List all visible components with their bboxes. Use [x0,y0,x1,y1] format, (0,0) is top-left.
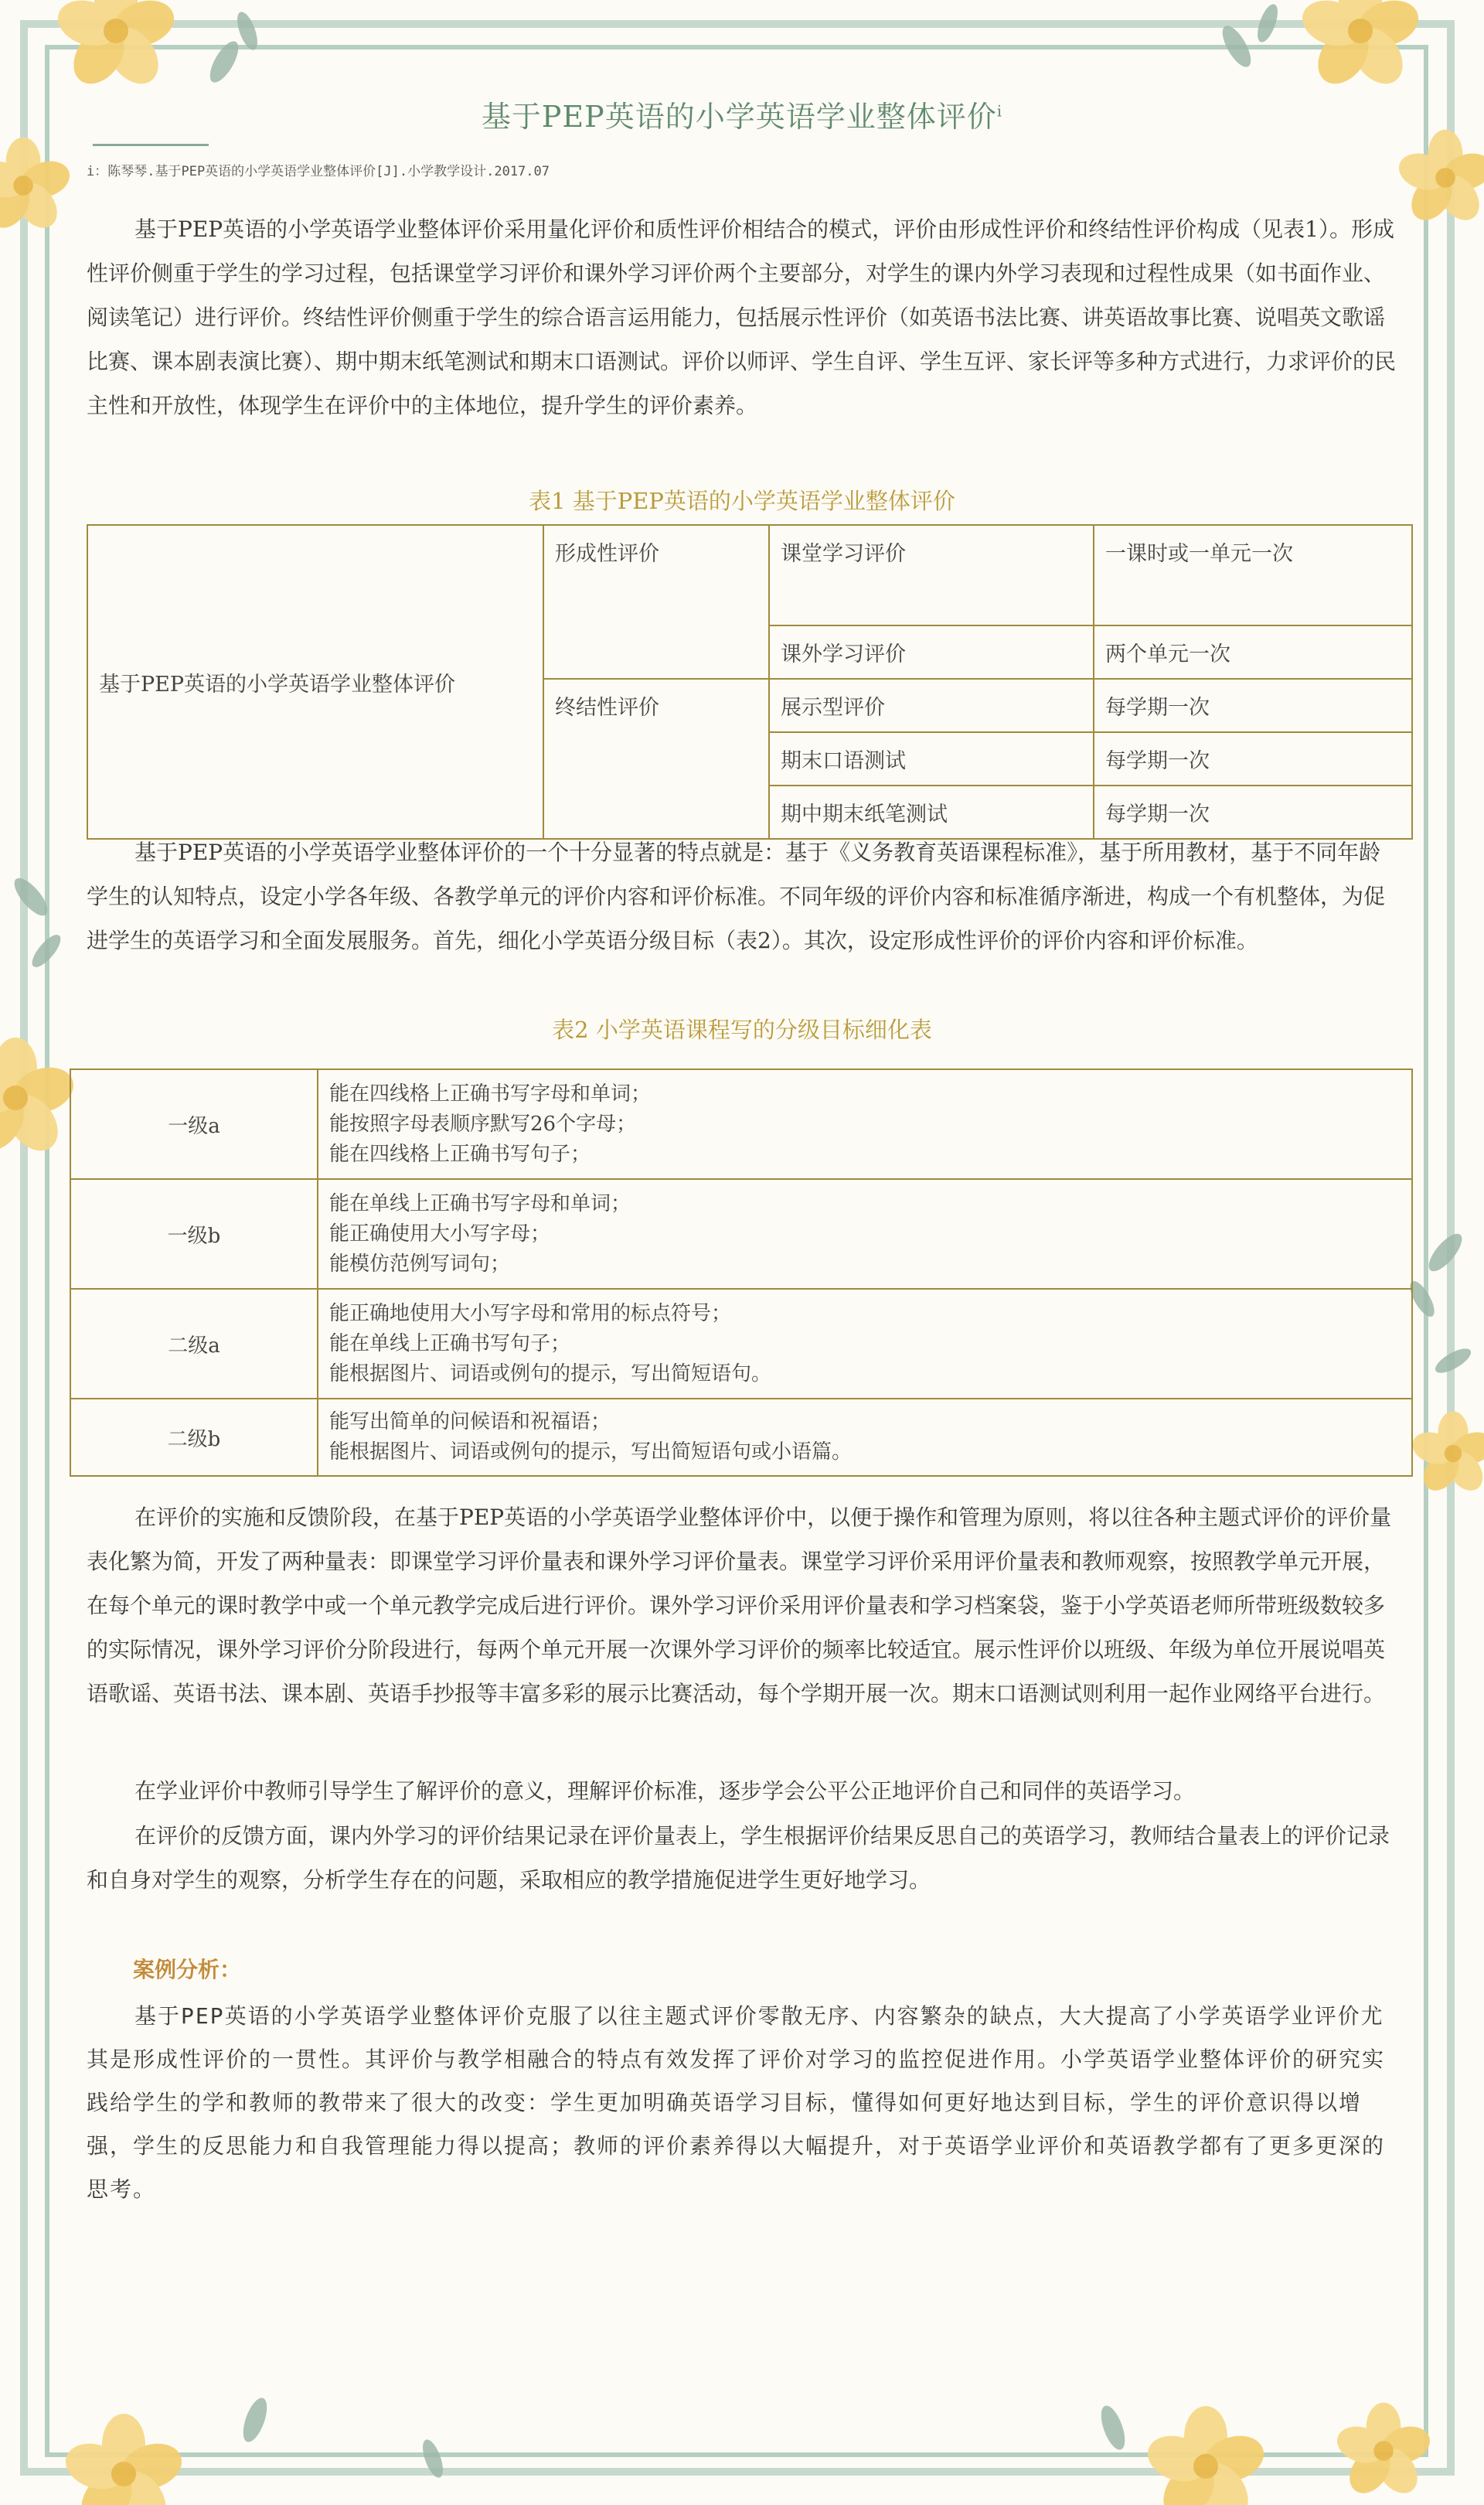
table2-description [318,1069,1412,1179]
case-analysis-heading: 案例分析： [133,1957,242,1982]
title-divider [93,144,209,146]
table1-item: 展示型评价 [769,679,1094,732]
paragraph-feedback: 在评价的反馈方面，课内外学习的评价结果记录在评价量表上，学生根据评价结果反思自己的英语学习，教师结合量表上的评价记录和自身对学生的观察，分析学生存在的问题，采取相应的教学措施促进学生更好地学习。 [87,1823,1390,1893]
table2-level: 一级a [70,1069,318,1179]
table1-frequency: 每学期一次 [1094,786,1412,839]
paragraph-intro: 基于PEP英语的小学英语学业整体评价采用量化评价和质性评价相结合的模式，评价由形成性评价和终结性评价构成（见表1）。形成性评价侧重于学生的学习过程，包括课堂学习评价和课外学习评价两个主要部分，对学生的课内外学习表现和过程性成果（如书面作业、阅读笔记）进行评价。终结性评价侧重于学生的综合语言运用能力，包括展示性评价（如英语书法比赛、讲英语故事比赛、说唱英文歌谣比赛、课本剧表演比赛）、期中期末纸笔测试和期末口语测试。评价以师评、学生自评、学生互评、家长评等多种方式进行，力求评价的民主性和开放性，体现学生在评价中的主体地位，提升学生的评价素养。 [87,216,1397,418]
table2-level: 二级a [70,1289,318,1399]
footnote-marker: i [996,101,1003,121]
writing-goals-table [70,1068,1413,1477]
table1-formative-cell: 形成性评价 [543,525,769,679]
table1-frequency: 两个单元一次 [1094,625,1412,679]
table2-description [318,1399,1412,1476]
table2-desc-line: 能在四线格上正确书写句子； [329,1142,591,1166]
paragraph-guidance: 在学业评价中教师引导学生了解评价的意义，理解评价标准，逐步学会公平公正地评价自己和同伴的英语学习。 [134,1778,1196,1804]
table2-desc-line: 能在四线格上正确书写字母和单词； [329,1082,652,1106]
table2-desc-line: 能按照字母表顺序默写26个字母； [329,1112,637,1136]
paragraph-features: 基于PEP英语的小学英语学业整体评价的一个十分显著的特点就是：基于《义务教育英语课程标准》，基于所用教材，基于不同年龄学生的认知特点，设定小学各年级、各教学单元的评价内容和评价标准。不同年级的评价内容和标准循序渐进，构成一个有机整体，为促进学生的英语学习和全面发展服务。首先，细化小学英语分级目标（表2）。其次，设定形成性评价的评价内容和评价标准。 [87,840,1386,953]
case-analysis-body: 基于PEP英语的小学英语学业整体评价克服了以往主题式评价零散无序、内容繁杂的缺点，大大提高了小学英语学业评价尤其是形成性评价的一贯性。其评价与教学相融合的特点有效发挥了评价对学习的监控促进作用。小学英语学业整体评价的研究实践给学生的学和教师的教带来了很大的改变：学生更加明确英语学习目标，懂得如何更好地达到目标，学生的评价意识得以增强，学生的反思能力和自我管理能力得以提高；教师的评价素养得以大幅提升，对于英语学业评价和英语教学都有了更多更深的思考。 [87,2003,1386,2202]
table1-root-cell: 基于PEP英语的小学英语学业整体评价 [87,525,543,839]
table2-description [318,1289,1412,1399]
table1-item: 课堂学习评价 [769,525,1094,625]
table1-item: 期中期末纸笔测试 [769,786,1094,839]
table2-desc-line: 能在单线上正确书写字母和单词； [329,1191,631,1215]
table1-frequency: 每学期一次 [1094,679,1412,732]
footnote: i：陈琴琴.基于PEP英语的小学英语学业整体评价[J].小学教学设计.2017.07 [87,164,550,179]
table1-item: 课外学习评价 [769,625,1094,679]
table2-desc-line: 能正确使用大小写字母； [329,1222,551,1246]
table2-description [318,1179,1412,1289]
table1-summative-cell: 终结性评价 [543,679,769,839]
table1-item: 期末口语测试 [769,732,1094,786]
table2-desc-line: 能在单线上正确书写句子； [329,1331,571,1355]
table2-desc-line: 能写出简单的问候语和祝福语； [329,1410,611,1433]
page-title [0,93,1484,135]
table2-desc-line: 能正确地使用大小写字母和常用的标点符号； [329,1301,732,1325]
table2-caption: 表2 小学英语课程写的分级目标细化表 [552,1017,932,1043]
table2-desc-line: 能根据图片、词语或例句的提示，写出简短语句或小语篇。 [329,1440,853,1464]
paragraph-implementation: 在评价的实施和反馈阶段，在基于PEP英语的小学英语学业整体评价中，以便于操作和管理为原则，将以往各种主题式评价的评价量表化繁为简，开发了两种量表：即课堂学习评价量表和课外学习评价量表。课堂学习评价采用评价量表和教师观察，按照教学单元开展，在每个单元的课时教学中或一个单元教学完成后进行评价。课外学习评价采用评价量表和学习档案袋，鉴于小学英语老师所带班级数较多的实际情况，课外学习评价分阶段进行，每两个单元开展一次课外学习评价的频率比较适宜。展示性评价以班级、年级为单位开展说唱英语歌谣、英语书法、课本剧、英语手抄报等丰富多彩的展示比赛活动，每个学期开展一次。期末口语测试则利用一起作业网络平台进行。 [87,1505,1392,1706]
table1-caption: 表1 基于PEP英语的小学英语学业整体评价 [529,488,955,514]
table1-frequency: 一课时或一单元一次 [1094,525,1412,625]
table2-desc-line: 能模仿范例写词句； [329,1252,511,1276]
table2-level: 二级b [70,1399,318,1476]
table2-desc-line: 能根据图片、词语或例句的提示，写出简短语句。 [329,1362,772,1385]
evaluation-structure-table [87,524,1413,840]
table1-frequency: 每学期一次 [1094,732,1412,786]
page-title-text: 基于PEP英语的小学英语学业整体评价 [481,100,997,134]
table2-level: 一级b [70,1179,318,1289]
